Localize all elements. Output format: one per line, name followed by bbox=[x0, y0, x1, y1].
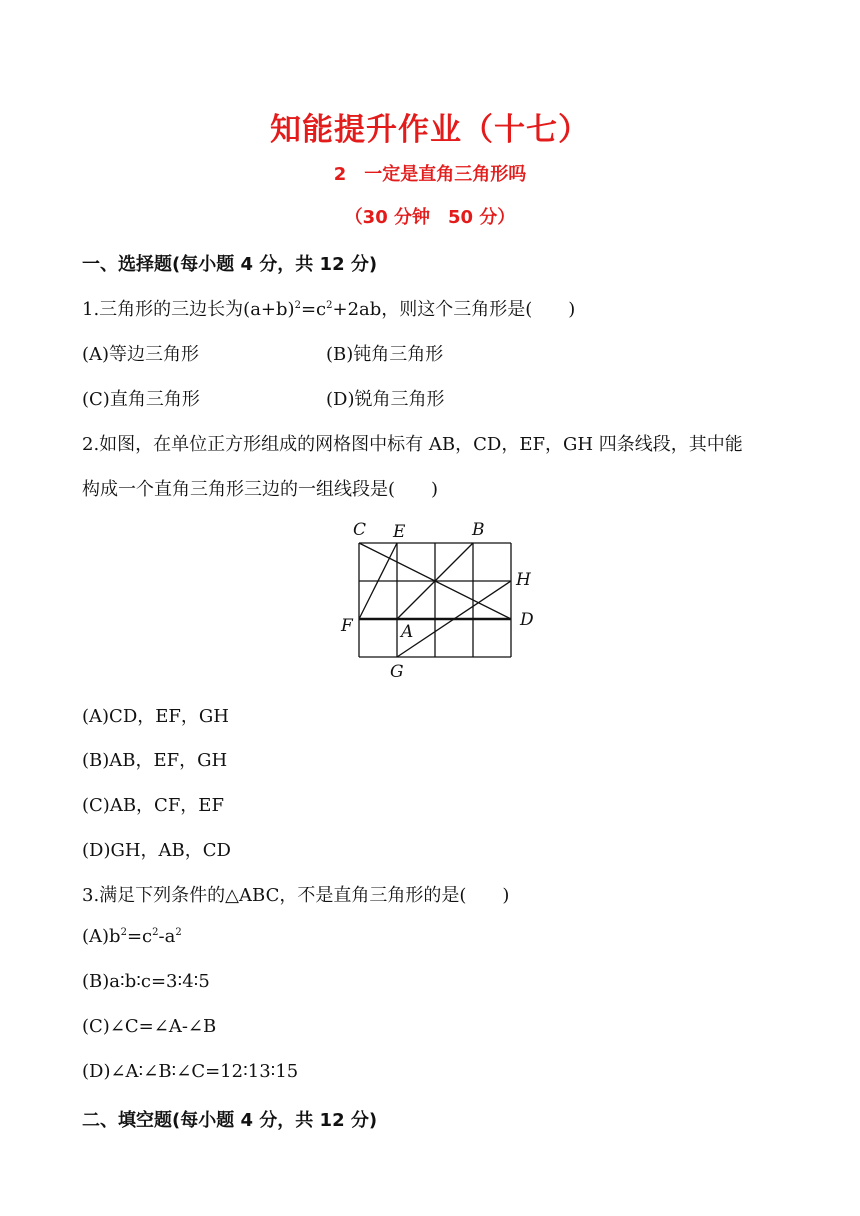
question-1-stem: 1.三角形的三边长为$(a+b)^2=c^2+2ab$，则这个三角形是( ) bbox=[82, 299, 576, 320]
time-score: （30 分钟 50 分） bbox=[344, 207, 516, 228]
question-1-option-a: (A)等边三角形 bbox=[82, 344, 200, 365]
label-b: B bbox=[472, 520, 485, 540]
question-3-option-a: $(A)b^2=c^2-a^2$ bbox=[82, 926, 182, 947]
label-a: A bbox=[401, 622, 414, 642]
label-d: D bbox=[520, 610, 534, 630]
label-g: G bbox=[390, 662, 404, 682]
question-1-option-d: (D)锐角三角形 bbox=[326, 389, 445, 410]
label-c: C bbox=[353, 520, 367, 540]
label-f: F bbox=[341, 616, 353, 636]
question-2-option-b: (B)AB，EF，GH bbox=[82, 750, 228, 771]
section-heading-fill: 二、填空题(每小题 4 分，共 12 分) bbox=[82, 1110, 378, 1131]
question-2-option-a: (A)CD，EF，GH bbox=[82, 706, 229, 727]
question-1-option-c: (C)直角三角形 bbox=[82, 389, 200, 410]
question-3-option-c: (C)∠C=∠A-∠B bbox=[82, 1016, 217, 1037]
question-2-option-c: (C)AB，CF，EF bbox=[82, 795, 224, 816]
question-3-option-b: (B)a∶b∶c=3∶4∶5 bbox=[82, 971, 210, 992]
question-2-stem-line1: 2.如图，在单位正方形组成的网格图中标有 AB，CD，EF，GH 四条线段，其中能 bbox=[82, 434, 743, 455]
label-e: E bbox=[393, 522, 406, 542]
question-2-stem-line2: 构成一个直角三角形三边的一组线段是( ) bbox=[82, 479, 439, 500]
grid-figure bbox=[335, 515, 545, 685]
page-title: 知能提升作业（十七） bbox=[270, 112, 590, 148]
question-2-option-d: (D)GH，AB，CD bbox=[82, 840, 231, 861]
question-3-option-d: (D)∠A∶∠B∶∠C=12∶13∶15 bbox=[82, 1061, 299, 1082]
label-h: H bbox=[516, 570, 531, 590]
section-heading-choice: 一、选择题(每小题 4 分，共 12 分) bbox=[82, 254, 378, 275]
question-3-stem: 3.满足下列条件的△ABC，不是直角三角形的是( ) bbox=[82, 885, 510, 906]
lesson-subtitle: 2 一定是直角三角形吗 bbox=[333, 164, 527, 185]
grid-lines bbox=[359, 543, 511, 657]
question-1-option-b: (B)钝角三角形 bbox=[326, 344, 444, 365]
